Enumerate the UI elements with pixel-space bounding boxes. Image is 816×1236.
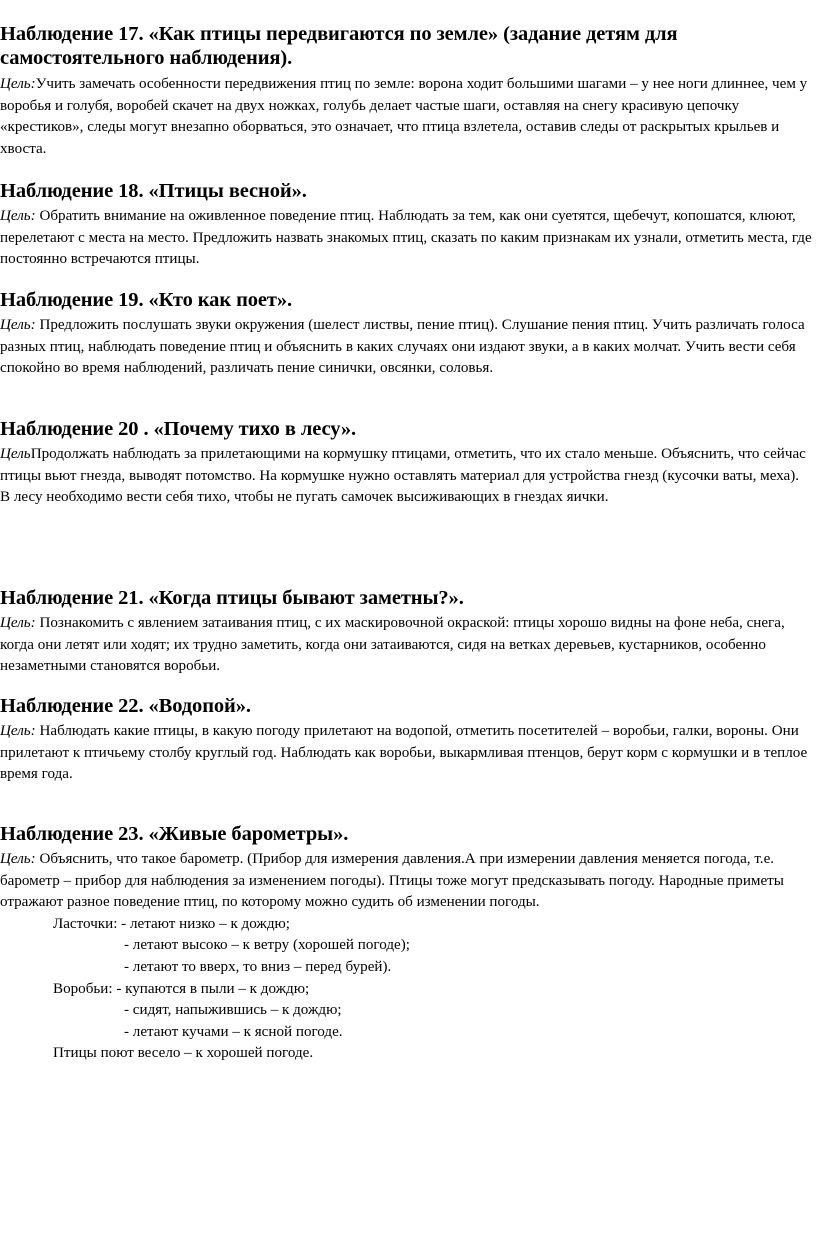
- section-text: [0, 721, 812, 786]
- goal-text: Объяснить, что такое барометр. (Прибор для измерения давления.А при измерении давления меняется погода, т.е. барометр – прибор для наблюдения за изменением погоды). Птицы тоже могут предсказывать погоду. Народные приметы отражают разное поведение птиц, по которому можно судить об изменении погоды.: [0, 851, 784, 911]
- sign-line: Ласточки: - летают низко – к дождю;: [53, 915, 290, 932]
- section-title: Наблюдение 19. «Кто как поет».: [0, 289, 293, 311]
- section-text: [0, 74, 812, 160]
- goal-label: Цель:: [0, 208, 36, 224]
- weather-signs-list: [0, 914, 812, 1065]
- section-20: [0, 417, 812, 509]
- section-text: [0, 206, 812, 271]
- goal-text: Познакомить с явлением затаивания птиц, с их маскировочной окраской: птицы хорошо видны на фоне неба, снега, когда они летят или ходят; их трудно заметить, когда они затаиваются, сидя на ветках деревьев, кустарников, особенно незаметными становятся воробьи.: [0, 615, 785, 675]
- section-title: Наблюдение 23. «Живые барометры».: [0, 823, 349, 845]
- section-title: Наблюдение 21. «Когда птицы бывают заметны?».: [0, 587, 464, 609]
- goal-label: Цель:: [0, 76, 36, 92]
- sign-line: Воробьи: - купаются в пыли – к дождю;: [53, 980, 310, 997]
- section-text: [0, 613, 812, 678]
- section-23: [0, 822, 812, 1065]
- sign-line: Птицы поют весело – к хорошей погоде.: [53, 1045, 314, 1062]
- goal-label: Цель:: [0, 615, 36, 631]
- section-18: [0, 179, 812, 271]
- goal-text: Предложить послушать звуки окружения (шелест листвы, пение птиц). Слушание пения птиц. Учить различать голоса разных птиц, наблюдать поведение птиц и объяснить в каких случаях они издают звуки, а в каких молчат. Учить вести себя спокойно во время наблюдений, различать пение синички, овсянки, соловья.: [0, 317, 805, 377]
- section-21: [0, 586, 812, 678]
- section-title: Наблюдение 17. «Как птицы передвигаются по земле» (задание детям для самостоятельного наблюдения).: [0, 23, 678, 69]
- sign-line: - летают кучами – к ясной погоде.: [124, 1023, 343, 1040]
- goal-text: Наблюдать какие птицы, в какую погоду прилетают на водопой, отметить посетителей – воробьи, галки, вороны. Они прилетают к птичьему столбу круглый год. Наблюдать как воробьи, выкармливая птенцов, берут корм с кормушки и в теплое время года.: [0, 723, 808, 783]
- goal-label: Цель: [0, 446, 31, 462]
- goal-label: Цель:: [0, 851, 36, 867]
- section-text: [0, 444, 812, 509]
- goal-label: Цель:: [0, 317, 36, 333]
- section-text: [0, 315, 812, 380]
- sign-line: - летают то вверх, то вниз – перед бурей).: [124, 958, 392, 975]
- goal-label: Цель:: [0, 723, 36, 739]
- section-17: [0, 22, 812, 160]
- goal-text: Обратить внимание на оживленное поведение птиц. Наблюдать за тем, как они суетятся, щебечут, копошатся, клюют, перелетают с места на место. Предложить назвать знакомых птиц, сказать по каким признакам их узнали, отметить места, где постоянно встречаются птицы.: [0, 208, 812, 268]
- section-19: [0, 288, 812, 380]
- goal-text: Учить замечать особенности передвижения птиц по земле: ворона ходит большими шагами – у нее ноги длиннее, чем у воробья и голубя, воробей скачет на двух ножках, голубь делает частые шаги, оставляя на снегу красивую цепочку «крестиков», следы могут внезапно оборваться, это означает, что птица взлетела, оставив следы от раскрытых крыльев и хвоста.: [0, 76, 808, 157]
- sign-line: - летают высоко – к ветру (хорошей погоде);: [124, 937, 410, 954]
- section-title: Наблюдение 18. «Птицы весной».: [0, 180, 307, 202]
- section-text: [0, 849, 812, 914]
- sign-line: - сидят, напыжившись – к дождю;: [124, 1002, 342, 1019]
- section-title: Наблюдение 22. «Водопой».: [0, 695, 251, 717]
- section-22: [0, 694, 812, 786]
- goal-text: Продолжать наблюдать за прилетающими на кормушку птицами, отметить, что их стало меньше. Объяснить, что сейчас птицы вьют гнезда, выводят потомство. На кормушке нужно оставлять материал для устройства гнезд (кусочки ваты, меха). В лесу необходимо вести себя тихо, чтобы не пугать самочек высиживающих в гнездах яички.: [0, 446, 806, 506]
- section-title: Наблюдение 20 . «Почему тихо в лесу».: [0, 418, 357, 440]
